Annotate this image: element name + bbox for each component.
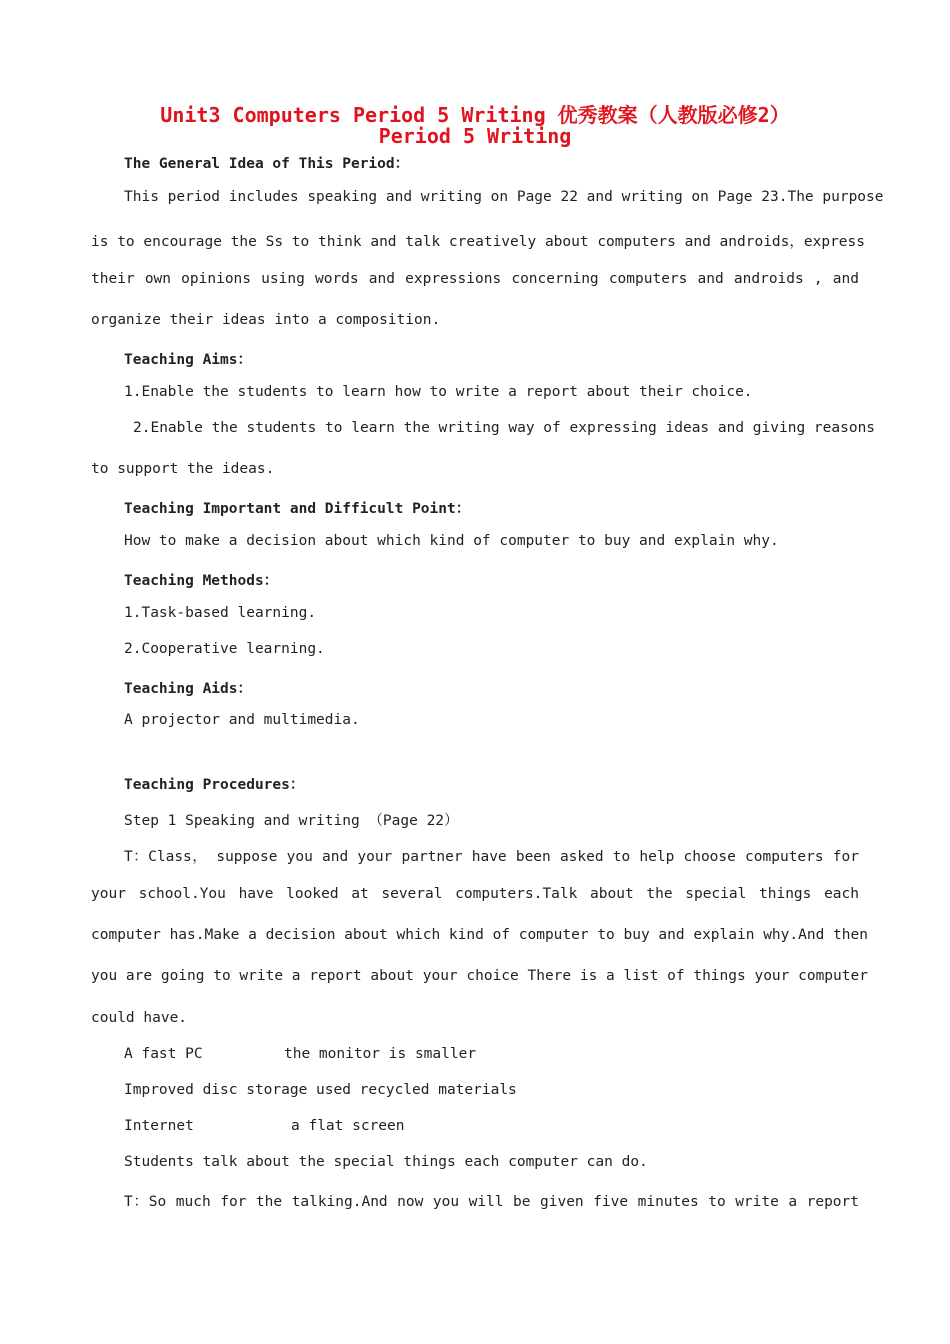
teacher-line-3: computer has.Make a decision about which kind of computer to buy and explain why.And then [91,927,868,943]
teaching-aims-heading: Teaching Aims： [124,352,252,368]
general-idea-line-4: organize their ideas into a composition. [91,312,441,328]
teaching-procedures-heading: Teaching Procedures： [124,777,305,793]
list-item-right: used recycled materials [316,1082,517,1098]
teaching-aim-1: 1.Enable the students to learn how to write a report about their choice. [124,384,753,400]
teaching-aids-text: A projector and multimedia. [124,712,360,728]
general-idea-line-1: This period includes speaking and writing on Page 22 and writing on Page 23.The purpose [124,189,884,205]
document-subtitle: Period 5 Writing [378,124,572,148]
list-item-right: a flat screen [291,1118,405,1134]
students-activity: Students talk about the special things each computer can do. [124,1154,648,1170]
teacher-line-5: could have. [91,1010,188,1026]
list-item-right: the monitor is smaller [284,1046,477,1062]
teaching-methods-heading: Teaching Methods： [124,573,279,589]
teacher-line-1: T：Class， suppose you and your partner have been asked to help choose computers for [124,849,859,865]
teaching-aids-heading: Teaching Aids： [124,681,252,697]
general-idea-heading: The General Idea of This Period： [124,156,410,172]
document-title: Unit3 Computers Period 5 Writing 优秀教案（人教版必修2） [160,103,790,127]
teaching-method-1: 1.Task-based learning. [124,605,317,621]
list-item-left: Internet [124,1118,194,1134]
general-idea-line-3: their own opinions using words and expressions concerning computers and androids , and [91,271,859,287]
teacher-final-line: T：So much for the talking.And now you will be given five minutes to write a report [124,1194,859,1210]
step-1-heading: Step 1 Speaking and writing （Page 22） [124,813,459,829]
teacher-line-4: you are going to write a report about your choice There is a list of things your computer [91,968,868,984]
list-item-left: A fast PC [124,1046,203,1062]
teacher-line-2: your school.You have looked at several computers.Talk about the special things each [91,886,859,902]
general-idea-line-2: is to encourage the Ss to think and talk creatively about computers and androids，express [91,234,865,250]
teaching-method-2: 2.Cooperative learning. [124,641,325,657]
important-point-heading: Teaching Important and Difficult Point： [124,501,471,517]
teaching-aim-2-line-1: 2.Enable the students to learn the writing way of expressing ideas and giving reasons [133,420,876,436]
important-point-text: How to make a decision about which kind of computer to buy and explain why. [124,533,779,549]
list-item-left: Improved disc storage [124,1082,308,1098]
teaching-aim-2-line-2: to support the ideas. [91,461,275,477]
